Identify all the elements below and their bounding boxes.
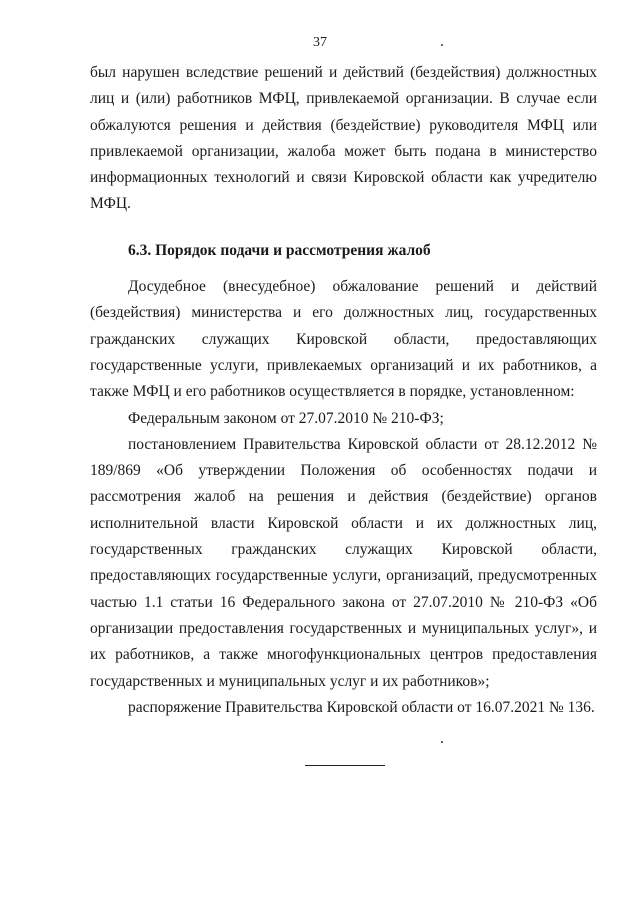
scan-speck: [441, 44, 443, 46]
paragraph-order: распоряжение Правительства Кировской области от 16.07.2021 № 136.: [128, 698, 595, 716]
spacer: [90, 218, 597, 238]
paragraph-resolution: постановлением Правительства Кировской области от 28.12.2012 № 189/869 «Об утверждении Положения об особенностях подачи и рассмотрения жалоб на решения и действия (бездействие) органов исполнительной власти Кировской области и их должностных лиц, государственных гражданских служащих Кировской области, предоставляющих государственные услуги, организаций, предусмотренных частью 1.1 статьи 16 Федерального закона от 27.07.2010 № 210-ФЗ «Об организации предоставления государственных и муниципальных услуг», и их работников, а также многофункциональных центров предоставления государственных и муниципальных услуг и их работников»;: [90, 435, 597, 690]
document-body: [90, 60, 597, 721]
spacer: [90, 264, 597, 274]
scan-speck: [441, 741, 443, 743]
paragraph-law: Федеральным законом от 27.07.2010 № 210-ФЗ;: [128, 409, 444, 427]
paragraph-intro: Досудебное (внесудебное) обжалование решений и действий (бездействия) министерства и его должностных лиц, государственных гражданских служащих Кировской области, предоставляющих государственные услуги, привлекаемых организаций и их работников, а также МФЦ и его работников осуществляется в порядке, установленном:: [90, 278, 597, 401]
paragraph-continuation: был нарушен вследствие решений и действий (бездействия) должностных лиц и (или) работников МФЦ, привлекаемой организации. В случае если обжалуются решения и действия (бездействие) руководителя МФЦ или привлекаемой организации, жалоба может быть подана в министерство информационных технологий и связи Кировской области как учредителю МФЦ.: [90, 64, 597, 213]
section-heading: 6.3. Порядок подачи и рассмотрения жалоб: [128, 241, 431, 259]
page-number: 37: [313, 35, 327, 50]
end-rule: [305, 765, 385, 766]
